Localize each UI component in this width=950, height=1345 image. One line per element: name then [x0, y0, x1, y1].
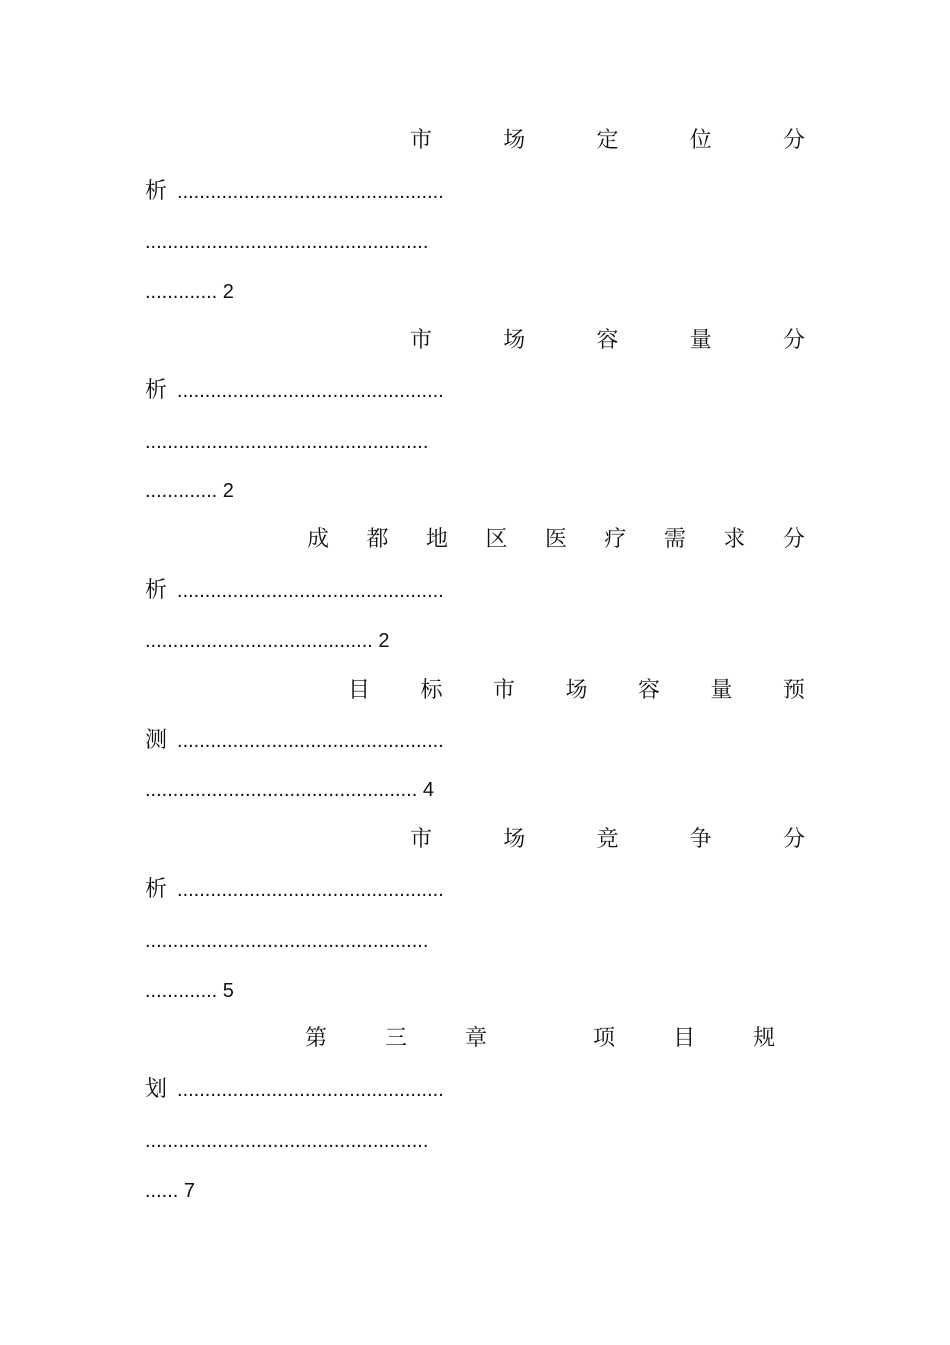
heading-char: 分 — [782, 128, 805, 153]
heading-char: 目 — [673, 1026, 696, 1051]
heading-char: 目 — [348, 678, 371, 703]
dot-leader: ................................................ — [177, 380, 444, 402]
heading-char: 规 — [753, 1026, 776, 1051]
heading-char: 地 — [425, 527, 448, 552]
heading-char: 分 — [782, 527, 805, 552]
heading-char: 争 — [689, 827, 712, 852]
toc-dots-line-5: ................................................... — [145, 930, 429, 952]
heading-char: 定 — [596, 128, 619, 153]
toc-heading-5 — [410, 825, 805, 855]
heading-char: 第 — [305, 1026, 328, 1051]
heading-char: 都 — [366, 527, 389, 552]
heading-char: 章 — [465, 1026, 488, 1051]
toc-page-line-1: ............. 2 — [145, 281, 234, 303]
toc-heading-6 — [305, 1024, 805, 1054]
heading-char: 竞 — [596, 827, 619, 852]
heading-char: 成 — [307, 527, 330, 552]
heading-char: 分 — [782, 827, 805, 852]
toc-dots-line-1: ................................................... — [145, 231, 429, 253]
lead-char: 析 — [145, 179, 168, 204]
toc-page-line-4: ................................................. 4 — [145, 779, 434, 801]
heading-char: 市 — [410, 328, 433, 353]
lead-char: 析 — [145, 578, 168, 603]
lead-char: 划 — [145, 1077, 168, 1102]
heading-char: 场 — [503, 328, 526, 353]
heading-char: 疗 — [604, 527, 627, 552]
toc-lead-line-1 — [145, 177, 805, 207]
toc-heading-3 — [307, 525, 805, 555]
dot-leader: ................................................ — [177, 580, 444, 602]
toc-dots-line-6: ................................................... — [145, 1130, 429, 1152]
toc-lead-line-2 — [145, 376, 805, 406]
toc-lead-line-4 — [145, 726, 805, 756]
dot-leader: ................................................ — [177, 730, 444, 752]
heading-char: 求 — [723, 527, 746, 552]
heading-char: 市 — [410, 827, 433, 852]
heading-char: 量 — [689, 328, 712, 353]
toc-heading-2 — [410, 326, 805, 356]
heading-char: 场 — [565, 678, 588, 703]
toc-heading-1 — [410, 126, 805, 156]
heading-char: 容 — [596, 328, 619, 353]
toc-lead-line-5 — [145, 875, 805, 905]
toc-page-line-6: ...... 7 — [145, 1180, 196, 1202]
lead-char: 测 — [145, 728, 168, 753]
heading-char: 标 — [420, 678, 443, 703]
toc-lead-line-6 — [145, 1075, 805, 1105]
heading-char: 三 — [385, 1026, 408, 1051]
heading-char: 预 — [782, 678, 805, 703]
heading-char: 市 — [492, 678, 515, 703]
lead-char: 析 — [145, 378, 168, 403]
heading-char: 分 — [782, 328, 805, 353]
heading-char: 需 — [663, 527, 686, 552]
toc-page-line-3: ......................................... 2 — [145, 630, 390, 652]
dot-leader: ................................................ — [177, 181, 444, 203]
heading-char: 项 — [593, 1026, 616, 1051]
toc-heading-4 — [348, 676, 805, 706]
heading-char: 场 — [503, 827, 526, 852]
heading-char: 量 — [710, 678, 733, 703]
dot-leader: ................................................ — [177, 1079, 444, 1101]
heading-char: 容 — [637, 678, 660, 703]
heading-char: 区 — [485, 527, 508, 552]
toc-page-line-2: ............. 2 — [145, 480, 234, 502]
toc-page-line-5: ............. 5 — [145, 980, 234, 1002]
lead-char: 析 — [145, 877, 168, 902]
heading-char: 场 — [503, 128, 526, 153]
toc-lead-line-3 — [145, 576, 805, 606]
dot-leader: ................................................ — [177, 879, 444, 901]
toc-dots-line-2: ................................................... — [145, 431, 429, 453]
heading-char: 医 — [544, 527, 567, 552]
heading-char: 市 — [410, 128, 433, 153]
heading-char: 位 — [689, 128, 712, 153]
